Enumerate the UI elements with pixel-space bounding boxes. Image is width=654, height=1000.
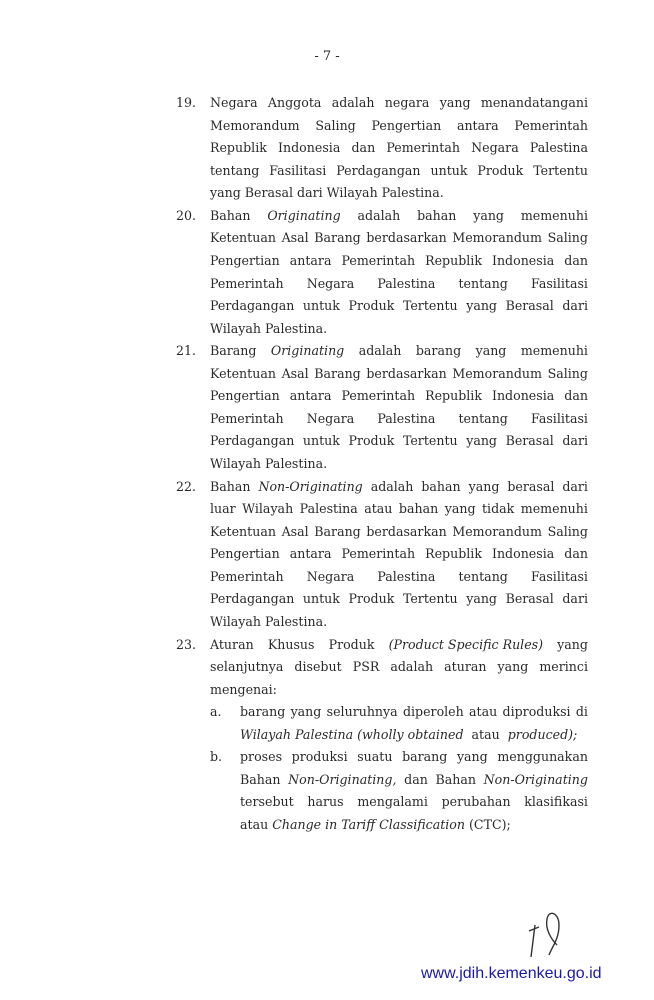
definition-item bbox=[176, 340, 588, 475]
text-line bbox=[210, 227, 588, 250]
sub-item-letter: a. bbox=[210, 704, 222, 720]
word: yang bbox=[473, 207, 504, 223]
word: proses bbox=[240, 749, 283, 765]
word: dari bbox=[562, 591, 588, 607]
word: Memorandum bbox=[452, 230, 542, 246]
word: Bahan bbox=[210, 207, 251, 223]
word: Saling bbox=[547, 365, 588, 381]
word: Indonesia bbox=[278, 140, 341, 156]
word: Palestina bbox=[529, 140, 588, 156]
text-line bbox=[210, 521, 588, 544]
word: di bbox=[575, 704, 588, 720]
text-line bbox=[240, 724, 588, 747]
word: dan bbox=[564, 546, 588, 562]
word: berdasarkan bbox=[366, 365, 447, 381]
word: Palestina bbox=[377, 275, 436, 291]
text-line bbox=[210, 160, 588, 183]
word: yang bbox=[468, 478, 500, 494]
word: tentang bbox=[210, 162, 260, 178]
word: Ketentuan bbox=[210, 365, 276, 381]
text-line bbox=[210, 115, 588, 138]
word: dari bbox=[562, 298, 588, 314]
word: berdasarkan bbox=[366, 523, 447, 539]
word: adalah bbox=[358, 343, 402, 359]
word: untuk bbox=[430, 162, 468, 178]
text-line bbox=[210, 408, 588, 431]
word: atau bbox=[364, 501, 393, 517]
text-line bbox=[210, 611, 588, 634]
word: Republik bbox=[425, 252, 482, 268]
word: dari bbox=[562, 433, 588, 449]
word: Republik bbox=[425, 546, 482, 562]
word: Indonesia bbox=[491, 546, 555, 562]
word: Memorandum bbox=[452, 365, 542, 381]
text-line bbox=[240, 814, 588, 837]
word: Perdagangan bbox=[210, 298, 295, 314]
text-line bbox=[210, 430, 588, 453]
definition-item bbox=[176, 205, 588, 340]
word: Pengertian bbox=[210, 388, 280, 404]
word: Pemerintah bbox=[210, 410, 284, 426]
text-line bbox=[210, 498, 588, 521]
italic-term: Non-Originating, bbox=[288, 771, 397, 787]
word: bahan bbox=[417, 207, 457, 223]
word: Memorandum bbox=[452, 523, 542, 539]
item-number: 20. bbox=[176, 207, 197, 223]
word: yang bbox=[497, 659, 529, 675]
definition-item bbox=[176, 634, 588, 837]
word: Barang bbox=[314, 523, 361, 539]
word: antara bbox=[289, 546, 332, 562]
definition-item bbox=[176, 92, 588, 205]
text-segment: yang Berasal dari Wilayah Palestina. bbox=[210, 185, 444, 201]
item-number: 21. bbox=[176, 343, 197, 359]
text-line bbox=[210, 588, 588, 611]
word: Produk bbox=[348, 591, 395, 607]
word: yang bbox=[456, 749, 488, 765]
text-line bbox=[240, 791, 588, 814]
item-number: 22. bbox=[176, 478, 197, 494]
word: memenuhi bbox=[520, 343, 588, 359]
word: Fasilitasi bbox=[269, 162, 327, 178]
word: tidak bbox=[482, 501, 515, 517]
text-line bbox=[210, 295, 588, 318]
word: dan bbox=[351, 140, 376, 156]
word: luar bbox=[210, 501, 236, 517]
word: Saling bbox=[547, 230, 588, 246]
word: merinci bbox=[539, 659, 588, 675]
item-number: 19. bbox=[176, 95, 197, 110]
word: Berasal bbox=[505, 433, 554, 449]
italic-term: produced); bbox=[507, 726, 578, 742]
word: Republik bbox=[425, 388, 482, 404]
word: Memorandum bbox=[210, 117, 300, 133]
word: selanjutnya bbox=[210, 659, 284, 675]
word: Pemerintah bbox=[341, 388, 416, 404]
word: menandatangani bbox=[480, 95, 588, 110]
word: Pengertian bbox=[210, 252, 280, 268]
word: antara bbox=[289, 388, 332, 404]
sub-item bbox=[210, 746, 588, 836]
word: Palestina bbox=[299, 501, 358, 517]
word: harus bbox=[307, 794, 344, 810]
text-segment: mengenai: bbox=[210, 681, 277, 697]
word: Pemerintah bbox=[386, 140, 460, 156]
word: klasifikasi bbox=[524, 794, 588, 810]
italic-term: (Product Specific Rules) bbox=[388, 636, 544, 652]
italic-term: Non-Originating bbox=[483, 771, 588, 787]
word: diproduksi bbox=[502, 704, 571, 720]
text-line bbox=[210, 566, 588, 589]
word: Perdagangan bbox=[336, 162, 421, 178]
word: Produk bbox=[348, 433, 395, 449]
word: seluruhnya bbox=[326, 704, 398, 720]
text-line bbox=[210, 340, 588, 363]
word: Pemerintah bbox=[514, 117, 588, 133]
word: dan bbox=[564, 388, 588, 404]
text-line bbox=[210, 205, 588, 228]
italic-term: Originating bbox=[270, 343, 345, 359]
word: aturan bbox=[444, 659, 487, 675]
word: Anggota bbox=[267, 95, 322, 110]
word: diperoleh bbox=[402, 704, 464, 720]
word: Tertentu bbox=[402, 591, 458, 607]
text-segment: atau bbox=[467, 726, 504, 742]
item-number: 23. bbox=[176, 636, 197, 652]
word: bahan bbox=[398, 501, 439, 517]
word: Palestina bbox=[377, 568, 436, 584]
sub-item bbox=[210, 701, 588, 746]
word: Pemerintah bbox=[341, 546, 416, 562]
word: Pengertian bbox=[371, 117, 442, 133]
word: Fasilitasi bbox=[530, 275, 588, 291]
word: untuk bbox=[302, 433, 340, 449]
word: memenuhi bbox=[520, 207, 588, 223]
word: Republik bbox=[210, 140, 267, 156]
text-line bbox=[210, 543, 588, 566]
word: Tertentu bbox=[402, 433, 458, 449]
text-segment: Wilayah Palestina. bbox=[210, 456, 328, 471]
word: Indonesia bbox=[491, 252, 555, 268]
word: atau bbox=[469, 704, 498, 720]
word: menggunakan bbox=[497, 749, 588, 765]
word: Negara bbox=[306, 410, 355, 426]
word: Bahan bbox=[435, 771, 476, 787]
text-segment: Wilayah Palestina. bbox=[210, 613, 328, 629]
text-line bbox=[240, 746, 588, 769]
word: Produk bbox=[328, 636, 375, 652]
text-line bbox=[210, 137, 588, 160]
word: Produk bbox=[477, 162, 524, 178]
word: untuk bbox=[302, 591, 340, 607]
word: Negara bbox=[306, 275, 355, 291]
word: Barang bbox=[314, 365, 361, 381]
word: Pemerintah bbox=[210, 275, 284, 291]
word: adalah bbox=[370, 478, 414, 494]
word: tersebut bbox=[240, 794, 294, 810]
word: Negara bbox=[306, 568, 355, 584]
word: Palestina bbox=[377, 410, 436, 426]
word: Bahan bbox=[210, 478, 251, 494]
text-segment: (CTC); bbox=[469, 817, 511, 832]
text-line bbox=[210, 182, 588, 205]
word: adalah bbox=[390, 659, 434, 675]
word: bahan bbox=[421, 478, 461, 494]
word: dari bbox=[562, 478, 588, 494]
word: Barang bbox=[314, 230, 361, 246]
word: mengalami bbox=[357, 794, 428, 810]
word: suatu bbox=[357, 749, 393, 765]
sub-item-letter: b. bbox=[210, 749, 223, 765]
word: yang bbox=[466, 298, 497, 314]
word: Bahan bbox=[240, 771, 281, 787]
word: yang bbox=[466, 433, 497, 449]
word: Asal bbox=[281, 365, 309, 381]
word: tentang bbox=[458, 410, 508, 426]
text-line bbox=[210, 318, 588, 341]
word: yang bbox=[557, 636, 588, 652]
word: Wilayah bbox=[242, 501, 294, 517]
text-line bbox=[210, 656, 588, 679]
word: Tertentu bbox=[402, 298, 458, 314]
italic-term: Wilayah Palestina (wholly obtained bbox=[240, 726, 464, 742]
page-number: - 7 - bbox=[314, 49, 340, 64]
word: Perdagangan bbox=[210, 433, 295, 449]
word: Perdagangan bbox=[210, 591, 295, 607]
word: negara bbox=[384, 95, 430, 110]
text-line bbox=[210, 250, 588, 273]
word: dan bbox=[564, 252, 588, 268]
word: dan bbox=[404, 771, 428, 787]
word: barang bbox=[415, 343, 462, 359]
word: Pemerintah bbox=[210, 568, 284, 584]
word: adalah bbox=[331, 95, 375, 110]
text-line bbox=[210, 385, 588, 408]
word: yang bbox=[290, 704, 322, 720]
word: yang bbox=[475, 343, 507, 359]
word: produksi bbox=[291, 749, 348, 765]
word: memenuhi bbox=[520, 501, 588, 517]
signature-initials bbox=[525, 905, 575, 965]
word: barang bbox=[240, 704, 286, 720]
word: antara bbox=[289, 252, 332, 268]
word: antara bbox=[456, 117, 499, 133]
word: Pemerintah bbox=[341, 252, 416, 268]
definitions-list bbox=[176, 92, 588, 837]
word: adalah bbox=[357, 207, 401, 223]
text-line bbox=[240, 701, 588, 724]
word: Tertentu bbox=[533, 162, 588, 178]
word: yang bbox=[444, 501, 476, 517]
word: Khusus bbox=[267, 636, 315, 652]
definition-item bbox=[176, 476, 588, 634]
word: Asal bbox=[281, 230, 309, 246]
text-line bbox=[210, 679, 588, 702]
text-segment: atau bbox=[240, 817, 269, 832]
text-line bbox=[210, 273, 588, 296]
footer-website-link[interactable]: www.jdih.kemenkeu.go.id bbox=[421, 965, 602, 982]
word: Ketentuan bbox=[210, 230, 276, 246]
word: Saling bbox=[547, 523, 588, 539]
italic-term: Originating bbox=[267, 207, 341, 223]
word: disebut bbox=[294, 659, 342, 675]
italic-term: Non-Originating bbox=[258, 478, 363, 494]
word: Indonesia bbox=[491, 388, 555, 404]
text-line bbox=[210, 476, 588, 499]
word: Saling bbox=[315, 117, 356, 133]
text-line bbox=[240, 769, 588, 792]
word: Fasilitasi bbox=[530, 410, 588, 426]
word: Berasal bbox=[505, 298, 554, 314]
word: Berasal bbox=[505, 591, 554, 607]
word: barang bbox=[402, 749, 448, 765]
text-line bbox=[210, 92, 588, 115]
word: Negara bbox=[471, 140, 519, 156]
word: yang bbox=[466, 591, 497, 607]
word: perubahan bbox=[441, 794, 511, 810]
italic-term: Change in Tariff Classification bbox=[272, 817, 466, 832]
word: Negara bbox=[210, 95, 258, 110]
word: tentang bbox=[458, 568, 508, 584]
word: yang bbox=[439, 95, 471, 110]
word: tentang bbox=[458, 275, 508, 291]
word: Aturan bbox=[210, 636, 254, 652]
word: Ketentuan bbox=[210, 523, 276, 539]
text-line bbox=[210, 453, 588, 476]
word: Barang bbox=[210, 343, 257, 359]
word: Produk bbox=[348, 298, 395, 314]
text-line bbox=[210, 634, 588, 657]
word: Asal bbox=[281, 523, 309, 539]
word: PSR bbox=[352, 659, 380, 675]
word: berasal bbox=[507, 478, 555, 494]
text-segment: Wilayah Palestina. bbox=[210, 320, 328, 336]
text-line bbox=[210, 363, 588, 386]
word: untuk bbox=[302, 298, 340, 314]
word: Fasilitasi bbox=[530, 568, 588, 584]
word: berdasarkan bbox=[366, 230, 447, 246]
word: Pengertian bbox=[210, 546, 280, 562]
